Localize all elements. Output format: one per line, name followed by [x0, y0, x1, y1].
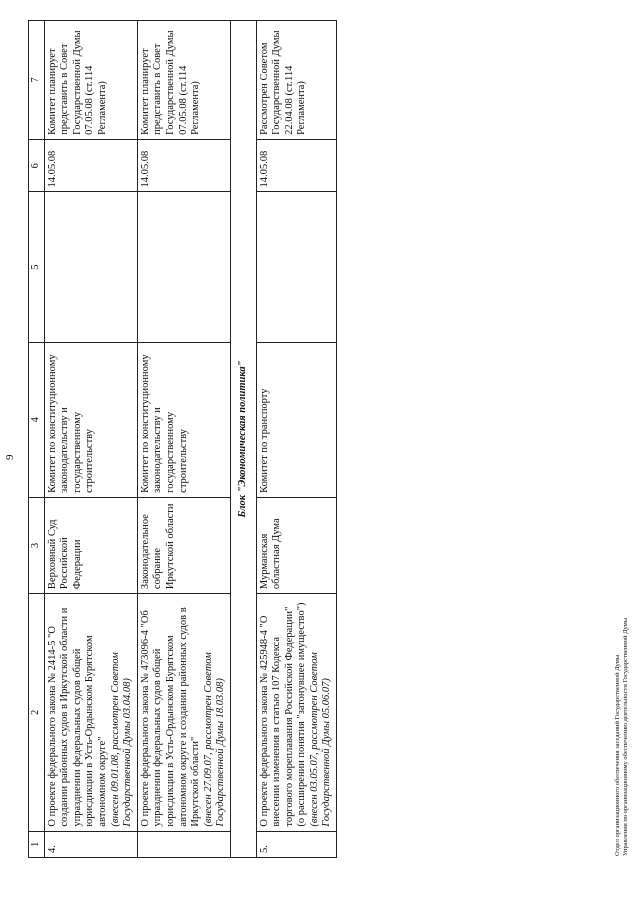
- table-row: [44, 21, 137, 858]
- header-cell-5: 5: [29, 192, 45, 342]
- footer-line-1: Отдел организационного обеспечения заседаний Государственной Думы: [614, 654, 621, 856]
- committee-cell: Комитет по конституционному законодательству и государственному строительству: [137, 342, 230, 497]
- bill-note: (внесен 09.01.08, рассмотрен Советом Государственной Думы 03.04.08): [109, 652, 134, 827]
- row-number: [137, 831, 230, 857]
- bill-note: (внесен 03.05.07, рассмотрен Советом Государственной Думы 05.06.07): [308, 652, 333, 827]
- col5-cell: [44, 192, 137, 342]
- initiator-cell: Законодательное собрание Иркутской области: [137, 497, 230, 593]
- footer-line-2: Управления по организационному обеспечению деятельности Государственной Думы: [622, 617, 629, 856]
- header-row: [29, 21, 45, 858]
- header-cell-1: 1: [29, 831, 45, 857]
- bill-cell: [44, 594, 137, 832]
- header-cell-2: 2: [29, 594, 45, 832]
- initiator-cell: Мурманская областная Дума: [256, 497, 337, 593]
- bill-title: О проекте федерального закона № 2414-5 "О создании районных судов в Иркутской области и упразднении федеральных судов общей юрисдикции в Усть-Ордынском Бурятском автономном округе": [46, 607, 108, 827]
- bill-note: (внесен 27.09.07, рассмотрен Советом Государственной Думы 18.03.08): [202, 652, 227, 827]
- col5-cell: [256, 192, 337, 342]
- header-cell-6: 6: [29, 139, 45, 192]
- status-cell: Рассмотрен Советом Государственной Думы 22.04.08 (ст.114 Регламента): [256, 21, 337, 140]
- initiator-cell: Верховный Суд Российской Федерации: [44, 497, 137, 593]
- table-row: [137, 21, 230, 858]
- status-cell: Комитет планирует представить в Совет Государственной Думы 07.05.08 (ст.114 Регламента): [137, 21, 230, 140]
- section-title: Блок "Экономическая политика": [230, 21, 256, 858]
- agenda-table: [28, 20, 337, 858]
- bill-cell: [256, 594, 337, 832]
- page-number: 9: [4, 454, 16, 460]
- page-footer: [614, 618, 630, 856]
- col5-cell: [137, 192, 230, 342]
- header-cell-4: 4: [29, 342, 45, 497]
- row-number: 5.: [256, 831, 337, 857]
- date-cell: 14.05.08: [256, 139, 337, 192]
- header-cell-3: 3: [29, 497, 45, 593]
- section-row: [230, 21, 256, 858]
- committee-cell: Комитет по транспорту: [256, 342, 337, 497]
- bill-title: О проекте федерального закона № 473096-4 "Об упразднении федеральных судов общей юрисдикции в Усть-Ордынском Бурятском автономном округе и создании районных судов в Иркутской области": [139, 607, 202, 827]
- date-cell: 14.05.08: [44, 139, 137, 192]
- row-number: 4.: [44, 831, 137, 857]
- bill-cell: [137, 594, 230, 832]
- status-cell: Комитет планирует представить в Совет Государственной Думы 07.05.08 (ст.114 Регламента): [44, 21, 137, 140]
- header-cell-7: 7: [29, 21, 45, 140]
- table-row: [256, 21, 337, 858]
- committee-cell: Комитет по конституционному законодательству и государственному строительству: [44, 342, 137, 497]
- date-cell: 14.05.08: [137, 139, 230, 192]
- bill-title: О проекте федерального закона № 425948-4 "О внесении изменения в статью 107 Кодекса торгового мореплавания Российской Федерации" (о расширении понятия "затонувшее имущество"): [258, 602, 308, 827]
